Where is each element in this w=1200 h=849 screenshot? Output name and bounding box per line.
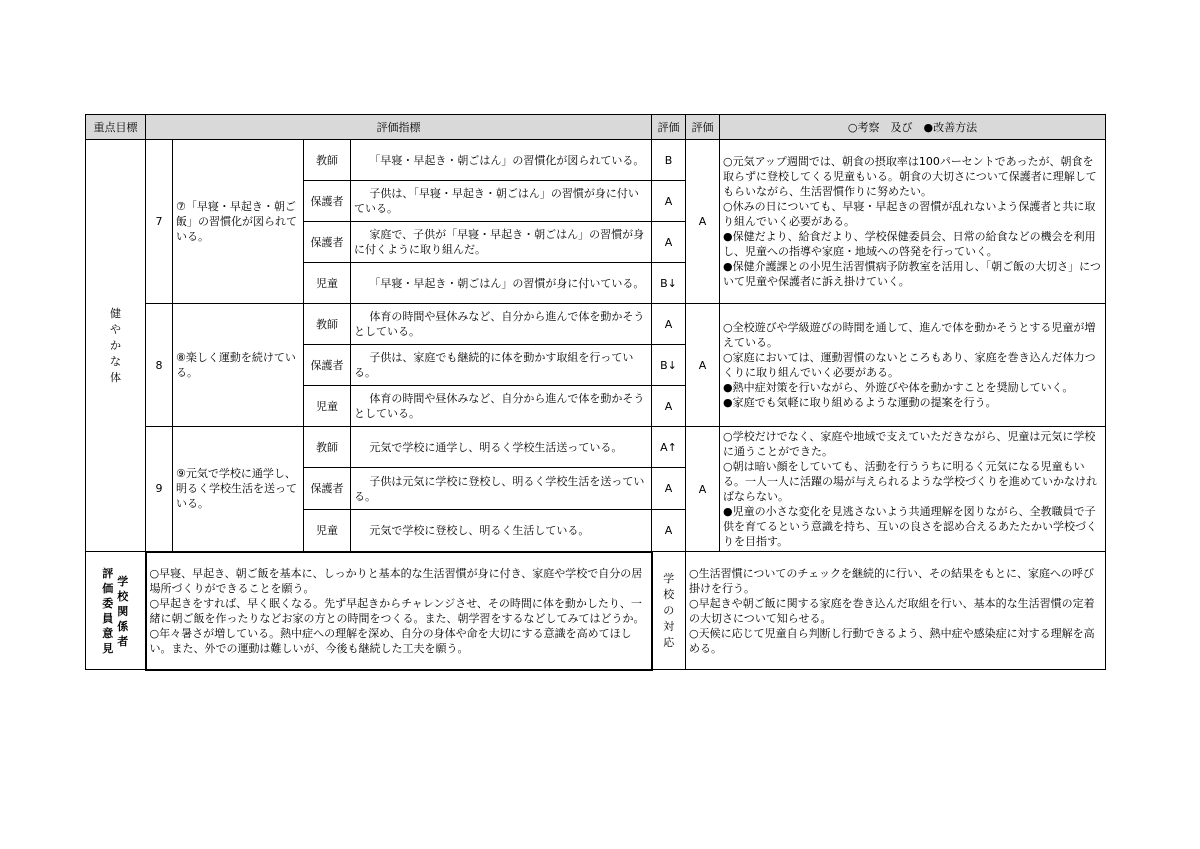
note: ○全校遊びや学級遊びの時間を通して、進んで体を動かそうとする児童が増えている。 [723, 321, 1096, 349]
respondent: 教師 [304, 427, 351, 468]
note: ●熱中症対策を行いながら、外遊びや体を動かすことを奨励していく。 [723, 381, 1074, 394]
note: ●児童の小さな変化を見逃さないよう共通理解を図りながら、全教職員で子供を育てるという意識を持ち、互いの良さを認め合えるあたたかい学校づくりを目指す。 [723, 505, 1097, 548]
response: ○天候に応じて児童自ら判断し行動できるよう、熱中症や感染症に対する理解を高める。 [689, 626, 1095, 655]
group-number: 7 [146, 140, 173, 304]
indicator-text: 体育の時間や昼休みなど、自分から進んで体を動かそうとしている。 [351, 304, 652, 345]
grade: B↓ [652, 345, 686, 386]
grade: A [652, 304, 686, 345]
grade: A [652, 468, 686, 510]
grade: A↑ [652, 427, 686, 468]
table-row [86, 427, 1106, 468]
indicator-text: 「早寝・早起き・朝ごはん」の習慣化が図られている。 [351, 140, 652, 181]
grade: B↓ [652, 263, 686, 304]
header-eval-1: 評価 [652, 115, 686, 140]
respondent: 児童 [304, 510, 351, 552]
indicator-text: 体育の時間や昼休みなど、自分から進んで体を動かそうとしている。 [351, 386, 652, 427]
indicator-text: 家庭で、子供が「早寝・早起き・朝ごはん」の習慣が身に付くように取り組んだ。 [351, 222, 652, 263]
header-indicator: 評価指標 [146, 115, 652, 140]
grade: A [652, 222, 686, 263]
group-number: 9 [146, 427, 173, 552]
group-title: ⑨元気で学校に通学し、明るく学校生活を送っている。 [173, 427, 304, 552]
observation-notes [720, 304, 1106, 427]
group-title: ⑦「早寝・早起き・朝ご飯」の習慣化が図られている。 [173, 140, 304, 304]
response: ○早起きや朝ご飯に関する家庭を巻き込んだ取組を行い、基本的な生活習慣の定着の大切さについて知らせる。 [689, 596, 1095, 625]
respondent: 教師 [304, 304, 351, 345]
header-observation: ○考察 及び ●改善方法 [720, 115, 1106, 140]
header-row [86, 115, 1106, 140]
note: ●保健だより、給食だより、学校保健委員会、日常の給食などの機会を利用し、児童への指導や家庭・地域への啓発を行っていく。 [723, 230, 1096, 258]
indicator-text: 子供は元気に学校に登校し、明るく学校生活を送っている。 [351, 468, 652, 510]
note: ○元気アップ週間では、朝食の摂取率は100パーセントであったが、朝食を取らずに登校してくる児童もいる。朝食の大切さについて保護者に理解してもらいながら、生活習慣作りに努めたい。 [723, 155, 1097, 198]
grade: B [652, 140, 686, 181]
table-row [86, 140, 1106, 181]
opinion: ○年々暑さが増している。熱中症への理解を深め、自分の身体や命を大切にする意識を高めてほしい。また、外での運動は難しいが、今後も継続した工夫を願う。 [149, 626, 632, 655]
response: ○生活習慣についてのチェックを継続的に行い、その結果をもとに、家庭への呼び掛けを行う。 [689, 566, 1095, 595]
indicator-text: 元気で学校に登校し、明るく生活している。 [351, 510, 652, 552]
respondent: 保護者 [304, 468, 351, 510]
indicator-text: 子供は、「早寝・早起き・朝ごはん」の習慣が身に付いている。 [351, 181, 652, 222]
respondent: 保護者 [304, 345, 351, 386]
group-number: 8 [146, 304, 173, 427]
school-responses [686, 552, 1106, 670]
indicator-text: 「早寝・早起き・朝ごはん」の習慣が身に付いている。 [351, 263, 652, 304]
table-row [86, 304, 1106, 345]
respondent: 児童 [304, 386, 351, 427]
header-eval-2: 評価 [686, 115, 720, 140]
grade: A [652, 386, 686, 427]
note: ○家庭においては、運動習慣のないところもあり、家庭を巻き込んだ体力つくりに取り組んでいく必要がある。 [723, 351, 1096, 379]
note: ○朝は暗い顔をしていても、活動を行ううちに明るく元気になる児童もいる。一人一人に活躍の場が与えられるような学校づくりを進めていかなければならない。 [723, 460, 1097, 503]
note: ○学校だけでなく、家庭や地域で支えていただきながら、児童は元気に学校に通うことができた。 [723, 430, 1096, 458]
overall-grade: A [686, 304, 720, 427]
committee-row [86, 552, 1106, 670]
respondent: 児童 [304, 263, 351, 304]
grade: A [652, 181, 686, 222]
overall-grade: A [686, 427, 720, 552]
opinion: ○早起きをすれば、早く眠くなる。先ず早起きからチャレンジさせ、その時間に体を動かしたり、一緒に朝ご飯を作ったりなどお家の方との時間をつくる。また、朝学習をするなどしてみてはどうか。 [149, 596, 645, 625]
school-response-label: 学 校 の 対 応 [652, 552, 686, 670]
opinion: ○早寝、早起き、朝ご飯を基本に、しっかりと基本的な生活習慣が身に付き、家庭や学校で自分の居場所づくりができることを願う。 [149, 566, 643, 595]
respondent: 保護者 [304, 222, 351, 263]
committee-label: 評 価 委 員 意 見 学 校 関 係 者 [86, 552, 146, 670]
note: ●家庭でも気軽に取り組めるような運動の提案を行う。 [723, 396, 997, 409]
evaluation-table [85, 114, 1106, 671]
grade: A [652, 510, 686, 552]
overall-grade: A [686, 140, 720, 304]
note: ●保健介護課との小児生活習慣病予防教室を活用し、「朝ご飯の大切さ」について児童や保護者に訴え掛けていく。 [723, 260, 1101, 288]
header-goal: 重点目標 [86, 115, 146, 140]
indicator-text: 子供は、家庭でも継続的に体を動かす取組を行っている。 [351, 345, 652, 386]
respondent: 保護者 [304, 181, 351, 222]
goal-cell: 健 や か な 体 [86, 140, 146, 552]
committee-opinions [146, 552, 652, 670]
observation-notes [720, 140, 1106, 304]
note: ○休みの日についても、早寝・早起きの習慣が乱れないよう保護者と共に取り組んでいく必要がある。 [723, 200, 1096, 228]
observation-notes [720, 427, 1106, 552]
indicator-text: 元気で学校に通学し、明るく学校生活送っている。 [351, 427, 652, 468]
group-title: ⑧楽しく運動を続けている。 [173, 304, 304, 427]
respondent: 教師 [304, 140, 351, 181]
